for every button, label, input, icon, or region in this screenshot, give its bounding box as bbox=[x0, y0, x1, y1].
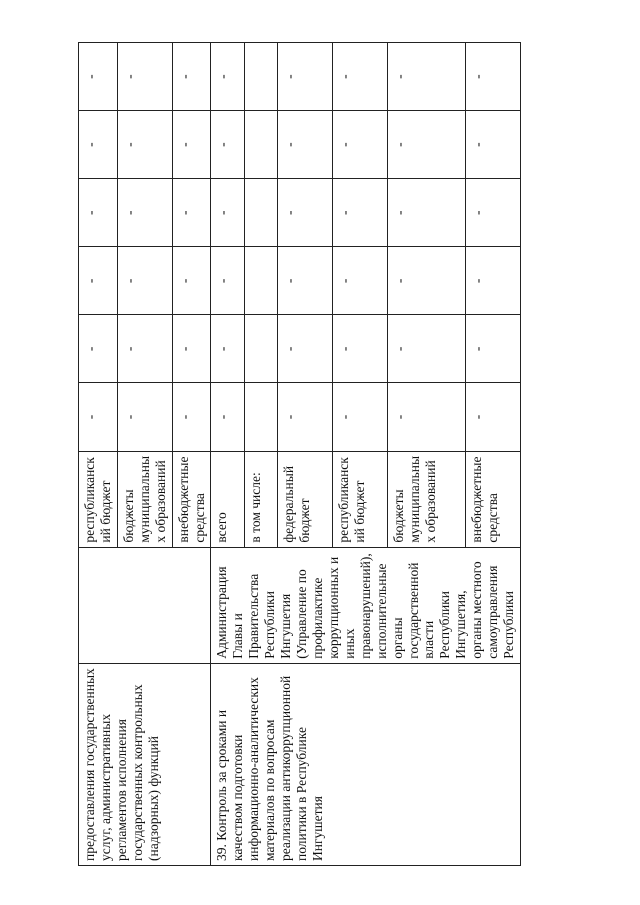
value-cell: - bbox=[465, 247, 520, 315]
rotated-page bbox=[78, 42, 578, 866]
source-cell: федеральный бюджет bbox=[277, 451, 332, 547]
value-cell: - bbox=[117, 383, 172, 451]
value-cell: - bbox=[333, 111, 388, 179]
measure-cell: 39. Контроль за сроками и качеством подготовки информационно-аналитических материалов по вопросам реализации антикоррупционной политики в Республике Ингушетия bbox=[211, 663, 521, 865]
value-cell: - bbox=[117, 247, 172, 315]
value-cell: - bbox=[333, 383, 388, 451]
value-cell: - bbox=[465, 43, 520, 111]
value-cell: - bbox=[277, 247, 332, 315]
budget-table bbox=[78, 42, 521, 866]
source-cell: внебюджетные средства bbox=[172, 451, 211, 547]
value-cell: - bbox=[277, 43, 332, 111]
value-cell: - bbox=[277, 111, 332, 179]
source-cell: бюджеты муниципальных образований bbox=[388, 451, 466, 547]
table-row bbox=[79, 43, 118, 866]
value-cell: - bbox=[172, 179, 211, 247]
value-cell bbox=[245, 315, 278, 383]
value-cell: - bbox=[211, 43, 245, 111]
executor-cell: Администрация Главы и Правительства Республики Ингушетия (Управление по профилактике коррупционных и иных правонарушений), исполнительные органы государственной власти Республики Ингушетия, органы местного самоуправления Республики bbox=[211, 547, 521, 663]
value-cell: - bbox=[388, 315, 466, 383]
value-cell: - bbox=[117, 179, 172, 247]
value-cell bbox=[245, 111, 278, 179]
value-cell: - bbox=[465, 111, 520, 179]
source-cell: в том числе: bbox=[245, 451, 278, 547]
source-cell: всего bbox=[211, 451, 245, 547]
value-cell: - bbox=[465, 179, 520, 247]
source-cell: республиканский бюджет bbox=[79, 451, 118, 547]
value-cell: - bbox=[117, 111, 172, 179]
value-cell: - bbox=[277, 179, 332, 247]
value-cell: - bbox=[79, 383, 118, 451]
source-cell: бюджеты муниципальных образований bbox=[117, 451, 172, 547]
value-cell: - bbox=[277, 315, 332, 383]
value-cell: - bbox=[79, 247, 118, 315]
value-cell bbox=[245, 383, 278, 451]
value-cell: - bbox=[172, 383, 211, 451]
value-cell: - bbox=[211, 383, 245, 451]
value-cell: - bbox=[211, 315, 245, 383]
value-cell bbox=[245, 179, 278, 247]
value-cell: - bbox=[388, 43, 466, 111]
value-cell: - bbox=[79, 111, 118, 179]
value-cell bbox=[245, 43, 278, 111]
value-cell: - bbox=[79, 315, 118, 383]
value-cell: - bbox=[388, 111, 466, 179]
value-cell: - bbox=[117, 315, 172, 383]
executor-cell bbox=[79, 547, 211, 663]
value-cell: - bbox=[333, 247, 388, 315]
value-cell: - bbox=[465, 315, 520, 383]
value-cell: - bbox=[117, 43, 172, 111]
value-cell: - bbox=[333, 43, 388, 111]
value-cell: - bbox=[211, 179, 245, 247]
value-cell: - bbox=[333, 315, 388, 383]
value-cell: - bbox=[277, 383, 332, 451]
value-cell: - bbox=[172, 247, 211, 315]
value-cell: - bbox=[211, 247, 245, 315]
value-cell: - bbox=[211, 111, 245, 179]
measure-cell: предоставления государственных услуг, административных регламентов исполнения государственных контрольных (надзорных) функций bbox=[79, 663, 211, 865]
value-cell: - bbox=[172, 111, 211, 179]
value-cell: - bbox=[388, 179, 466, 247]
value-cell: - bbox=[388, 247, 466, 315]
value-cell: - bbox=[172, 315, 211, 383]
table-row bbox=[211, 43, 245, 866]
source-cell: внебюджетные средства bbox=[465, 451, 520, 547]
value-cell: - bbox=[333, 179, 388, 247]
table-body bbox=[79, 43, 521, 866]
source-cell: республиканский бюджет bbox=[333, 451, 388, 547]
value-cell: - bbox=[172, 43, 211, 111]
value-cell: - bbox=[465, 383, 520, 451]
value-cell bbox=[245, 247, 278, 315]
value-cell: - bbox=[79, 179, 118, 247]
value-cell: - bbox=[79, 43, 118, 111]
value-cell: - bbox=[388, 383, 466, 451]
